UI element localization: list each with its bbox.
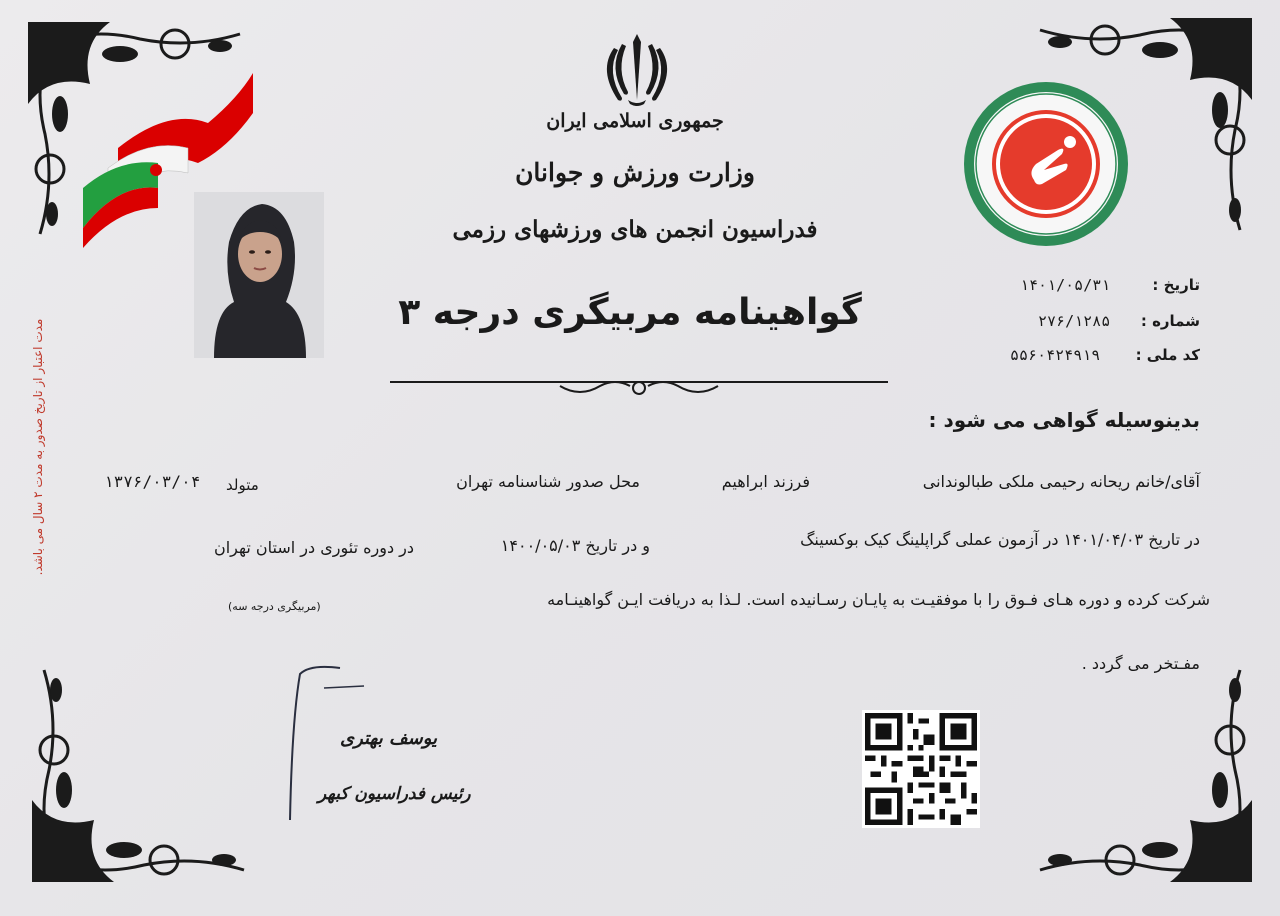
signatory-name: یوسف بهتری bbox=[340, 728, 438, 749]
signatory-role: رئیس فدراسیون کبهر bbox=[318, 784, 471, 804]
validity-side-note bbox=[18, 270, 48, 640]
number-label: شماره : bbox=[1140, 312, 1200, 330]
date-value: ۱۴۰۱/۰۵/۳۱ bbox=[1020, 276, 1111, 294]
republic-heading: جمهوری اسلامی ایران bbox=[546, 110, 724, 132]
validity-text: مدت اعتبار از تاریخ صدور به مدت ۲ سال می باشد. bbox=[31, 318, 45, 576]
qr-code[interactable] bbox=[862, 710, 980, 828]
national-code-value: ۵۵۶۰۴۲۴۹۱۹ bbox=[1010, 346, 1101, 364]
closing-line: مفـتخر می گردد . bbox=[1081, 654, 1200, 673]
holder-photo bbox=[194, 192, 324, 358]
national-code-label: کد ملی : bbox=[1135, 346, 1200, 364]
corner-ornament-bottom-left bbox=[24, 660, 254, 890]
number-value: ۲۷۶/۱۲۸۵ bbox=[1038, 312, 1111, 330]
birth-date: ۱۳۷۶/۰۳/۰۴ bbox=[104, 472, 201, 491]
exam-line-practical: در تاریخ ۱۴۰۱/۰۴/۰۳ در آزمون عملی گراپلینگ کیک بوکسینگ bbox=[800, 530, 1200, 549]
ministry-heading: وزارت ورزش و جوانان bbox=[515, 158, 755, 187]
father-name: فرزند ابراهیم bbox=[721, 472, 810, 491]
corner-ornament-bottom-right bbox=[1030, 660, 1260, 890]
issue-place: محل صدور شناسنامه تهران bbox=[456, 472, 640, 491]
date-label: تاریخ : bbox=[1152, 276, 1200, 294]
exam-line-theory: در دوره تئوری در استان تهران bbox=[213, 538, 414, 557]
exam-line-date: و در تاریخ ۱۴۰۰/۰۵/۰۳ bbox=[500, 536, 650, 555]
rank-note: (مربیگری درجه سه) bbox=[228, 600, 321, 613]
iran-emblem-icon bbox=[598, 30, 676, 108]
completion-line: شرکت کرده و دوره هـای فـوق را با موفقیـت به پایـان رسـانیده است. لـذا به دریافت ایـن گواهینـامه bbox=[547, 590, 1210, 609]
federation-logo-icon bbox=[962, 80, 1130, 248]
birth-label: متولد bbox=[226, 476, 259, 494]
intro-text: بدینوسیله گواهی می شود : bbox=[928, 408, 1200, 432]
holder-name: آقای/خانم ریحانه رحیمی ملکی طبالوندانی bbox=[922, 472, 1200, 491]
ornamental-divider bbox=[390, 370, 888, 400]
certificate-title: گواهینامه مربیگری درجه ۳ bbox=[398, 292, 862, 333]
federation-heading: فدراسیون انجمن های ورزشهای رزمی bbox=[452, 216, 818, 243]
